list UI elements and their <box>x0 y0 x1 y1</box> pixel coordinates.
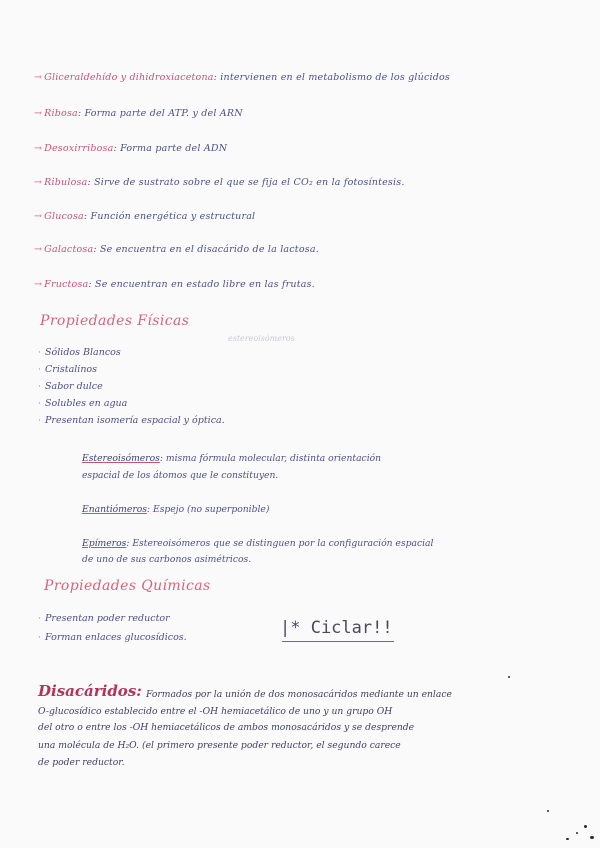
definition: : Forma parte del ATP. y del ARN <box>77 108 243 119</box>
bullet-icon: · <box>38 398 42 409</box>
definition: : Función energética y estructural <box>83 211 256 222</box>
definition: : Forma parte del ADN <box>113 143 228 154</box>
term: Gliceraldehído y dihidroxiacetona <box>44 72 214 83</box>
list-item: · Sabor dulce <box>38 381 103 392</box>
definition-continuation: de uno de sus carbonos asimétricos. <box>82 554 252 565</box>
scan-speck <box>584 825 587 828</box>
paragraph-line: del otro o entre los -OH hemiacetálicos de ambos monosacáridos y se desprende <box>38 722 415 733</box>
definition: : Sirve de sustrato sobre el que se fija el CO₂ en la fotosíntesis. <box>87 177 405 188</box>
list-item: · Presentan isomería espacial y óptica. <box>38 415 225 426</box>
paragraph-line: una molécula de H₂O. (el primero presente poder reductor, el segundo carece <box>38 740 401 751</box>
arrow-icon: → <box>34 244 43 255</box>
arrow-icon: → <box>34 108 43 119</box>
scan-speck <box>566 838 569 840</box>
bullet-icon: · <box>38 613 42 624</box>
paragraph-line: de poder reductor. <box>38 757 125 768</box>
arrow-icon: → <box>34 279 43 290</box>
definition-enantiomeros: Enantiómeros: Espejo (no superponible) <box>82 504 270 515</box>
term: Ribosa <box>44 108 78 119</box>
term: Glucosa <box>44 211 84 222</box>
note-line <box>34 72 450 83</box>
definition: : Se encuentra en el disacárido de la lactosa. <box>93 244 319 255</box>
term: Galactosa <box>44 244 94 255</box>
paragraph-line: O-glucosídico establecido entre el -OH hemiacetálico de uno y un grupo OH <box>38 706 393 717</box>
list-item: · Presentan poder reductor <box>38 613 170 624</box>
note-line <box>34 279 315 290</box>
definition-continuation: espacial de los átomos que le constituyen. <box>82 470 279 481</box>
ciclar-note: |* Ciclar!! <box>280 618 393 638</box>
heading-disacaridos: Disacáridos: <box>38 682 142 700</box>
bullet-icon: · <box>38 632 42 643</box>
arrow-icon: → <box>34 177 43 188</box>
faint-note: estereoisómeros <box>228 334 295 343</box>
bullet-icon: · <box>38 415 42 426</box>
paragraph-line: Formados por la unión de dos monosacáridos mediante un enlace <box>146 689 452 700</box>
note-line <box>34 177 405 188</box>
definition: : intervienen en el metabolismo de los glúcidos <box>213 72 451 83</box>
definition-estereoisomeros: Estereoisómeros: misma fórmula molecular, distinta orientación <box>82 453 382 464</box>
term: Fructosa <box>44 279 89 290</box>
arrow-icon: → <box>34 143 43 154</box>
heading-propiedades-quimicas: Propiedades Químicas <box>44 578 211 594</box>
note-line <box>34 108 243 119</box>
arrow-icon: → <box>34 72 43 83</box>
scan-speck <box>576 832 578 834</box>
note-line <box>34 244 319 255</box>
scan-speck <box>508 676 510 678</box>
bullet-icon: · <box>38 347 42 358</box>
scan-speck <box>547 810 549 812</box>
list-item: · Solubles en agua <box>38 398 128 409</box>
arrow-icon: → <box>34 211 43 222</box>
definition-epimeros: Epímeros: Estereoisómeros que se distinguen por la configuración espacial <box>82 538 434 549</box>
heading-propiedades-fisicas: Propiedades Físicas <box>40 313 190 329</box>
list-item: · Forman enlaces glucosídicos. <box>38 632 187 643</box>
bullet-icon: · <box>38 381 42 392</box>
note-line <box>34 211 255 222</box>
note-line <box>34 143 227 154</box>
definition: : Se encuentran en estado libre en las frutas. <box>88 279 315 290</box>
ciclar-underline <box>282 641 394 642</box>
scan-speck <box>590 836 594 839</box>
list-item: · Cristalinos <box>38 364 98 375</box>
term: Desoxirribosa <box>44 143 114 154</box>
term: Ribulosa <box>44 177 88 188</box>
list-item: · Sólidos Blancos <box>38 347 121 358</box>
bullet-icon: · <box>38 364 42 375</box>
